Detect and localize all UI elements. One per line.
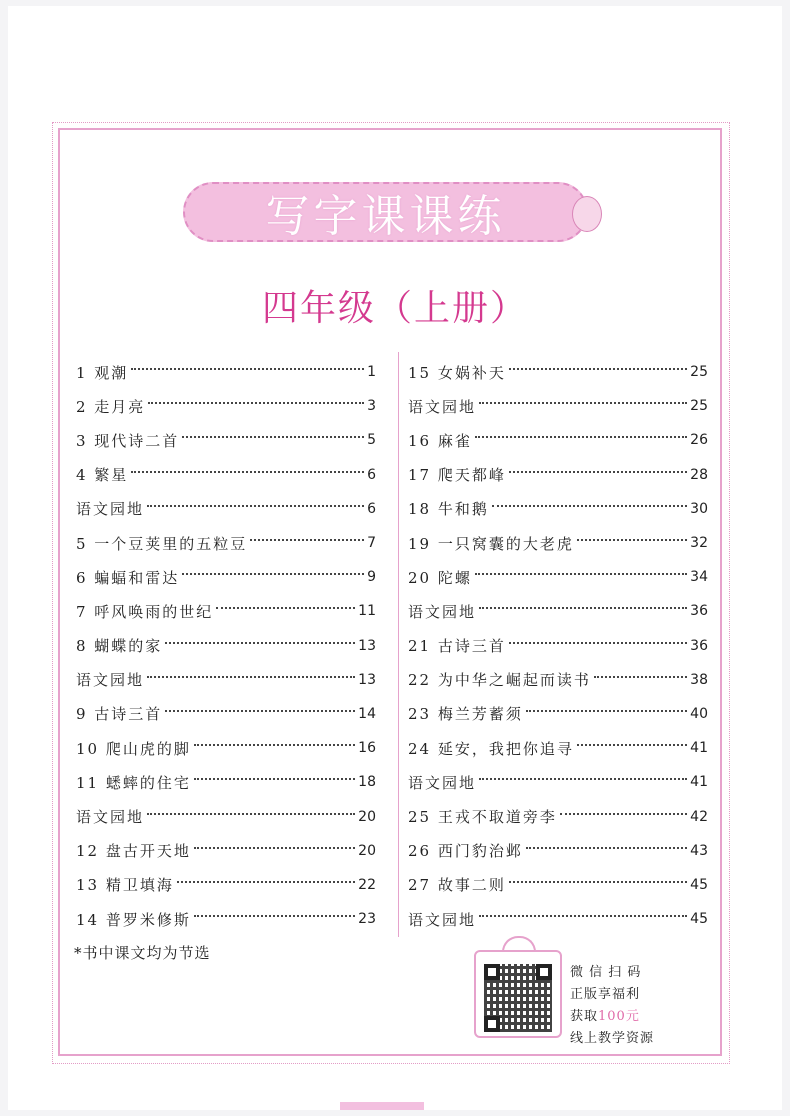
dot-leader [165, 710, 355, 712]
toc-entry-page: 28 [690, 466, 708, 483]
toc-entry-title: 语文园地 [76, 500, 145, 519]
dot-leader [131, 368, 364, 370]
toc-entry-title: 16 麻雀 [408, 431, 472, 450]
toc-entry-page: 43 [690, 842, 708, 859]
grade-title: 四年级（上册） [261, 288, 528, 329]
toc-entry-page: 42 [690, 808, 708, 825]
dot-leader [147, 813, 355, 815]
toc-entry-title: 语文园地 [408, 910, 477, 929]
toc-entry-title: 10 爬山虎的脚 [76, 739, 191, 758]
dot-leader [509, 368, 687, 370]
toc-entry [76, 629, 376, 663]
toc-entry-title: 15 女娲补天 [408, 363, 506, 382]
promo-line-3-prefix: 获取 [570, 1009, 599, 1024]
dot-leader [492, 505, 687, 507]
banner-title: 写字课课练 [265, 191, 506, 242]
toc-entry-title: 2 走月亮 [76, 397, 146, 416]
dot-leader [479, 778, 687, 780]
bottom-tab [340, 1102, 424, 1110]
toc-entry-title: 20 陀螺 [408, 568, 472, 587]
dot-leader [479, 607, 687, 609]
toc-entry [76, 594, 376, 628]
toc-entry-page: 18 [358, 774, 376, 791]
dot-leader [165, 642, 355, 644]
toc-entry-title: 8 蝴蝶的家 [76, 637, 163, 656]
toc-entry-title: 21 古诗三首 [408, 637, 506, 656]
dot-leader [148, 402, 364, 404]
toc-entry-page: 41 [690, 774, 708, 791]
toc-entry-title: 17 爬天都峰 [408, 466, 506, 485]
toc-entry [76, 663, 376, 697]
qr-finder-top-right [536, 964, 552, 980]
toc-entry-page: 7 [367, 535, 376, 552]
dot-leader [182, 573, 364, 575]
toc-entry-page: 36 [690, 637, 708, 654]
toc-entry-title: 13 精卫填海 [76, 876, 174, 895]
toc-entry-title: 9 古诗三首 [76, 705, 163, 724]
toc-entry [76, 834, 376, 868]
dot-leader [526, 847, 687, 849]
toc-entry [76, 731, 376, 765]
toc-entry [76, 458, 376, 492]
toc-entry-title: 11 蟋蟀的住宅 [76, 773, 191, 792]
toc-entry-title: 14 普罗米修斯 [76, 910, 191, 929]
toc-entry [408, 663, 708, 697]
toc-entry-page: 34 [690, 569, 708, 586]
toc-entry [408, 902, 708, 936]
toc-entry-title: 语文园地 [76, 671, 145, 690]
dot-leader [475, 436, 687, 438]
dot-leader [194, 744, 355, 746]
cartoon-face-icon [572, 196, 602, 232]
toc-entry-page: 13 [358, 671, 376, 688]
toc-entry-page: 14 [358, 705, 376, 722]
toc-entry-title: 1 观潮 [76, 363, 129, 382]
toc-entry-page: 38 [690, 671, 708, 688]
dot-leader [560, 813, 687, 815]
toc-left-column [76, 355, 376, 936]
toc-entry-title: 语文园地 [408, 773, 477, 792]
toc-entry [76, 492, 376, 526]
toc-entry [76, 902, 376, 936]
toc-entry [408, 697, 708, 731]
toc-entry-page: 1 [367, 364, 376, 381]
toc-entry-page: 25 [690, 364, 708, 381]
toc-entry-title: 语文园地 [408, 602, 477, 621]
title-banner [183, 182, 588, 242]
dot-leader [479, 402, 687, 404]
footnote: *书中课文均为节选 [74, 944, 211, 962]
toc-entry-title: 语文园地 [76, 808, 145, 827]
toc-entry-page: 45 [690, 911, 708, 928]
toc-entry-title: 22 为中华之崛起而读书 [408, 671, 591, 690]
toc-entry-page: 20 [358, 808, 376, 825]
dot-leader [475, 573, 687, 575]
dot-leader [577, 539, 687, 541]
toc-entry-page: 26 [690, 432, 708, 449]
toc-entry [76, 697, 376, 731]
toc-entry [408, 629, 708, 663]
dot-leader [594, 676, 687, 678]
toc-entry [76, 765, 376, 799]
toc-entry-title: 25 王戎不取道旁李 [408, 808, 557, 827]
toc-entry [76, 355, 376, 389]
dot-leader [194, 847, 355, 849]
toc-entry [408, 560, 708, 594]
toc-entry-page: 20 [358, 842, 376, 859]
toc-entry-title: 19 一只窝囊的大老虎 [408, 534, 574, 553]
promo-text [570, 962, 654, 1050]
toc-right-column [408, 355, 708, 936]
toc-entry-title: 5 一个豆荚里的五粒豆 [76, 534, 248, 553]
dot-leader [147, 676, 355, 678]
toc-entry [76, 389, 376, 423]
toc-entry [408, 731, 708, 765]
toc-entry-page: 6 [367, 500, 376, 517]
toc-entry-page: 23 [358, 911, 376, 928]
toc-entry-page: 25 [690, 398, 708, 415]
toc-entry-page: 3 [367, 398, 376, 415]
toc-entry-title: 4 繁星 [76, 466, 129, 485]
promo-line-4: 线上教学资源 [570, 1031, 655, 1046]
toc-entry-page: 45 [690, 876, 708, 893]
dot-leader [147, 505, 364, 507]
toc-entry-page: 5 [367, 432, 376, 449]
toc-entry [408, 799, 708, 833]
toc-entry-title: 23 梅兰芳蓄须 [408, 705, 523, 724]
toc-entry [76, 868, 376, 902]
toc-entry [408, 868, 708, 902]
promo-line-2: 正版享福利 [570, 987, 641, 1002]
dot-leader [577, 744, 687, 746]
toc-entry [408, 389, 708, 423]
toc-entry-page: 9 [367, 569, 376, 586]
qr-finder-bottom-left [484, 1016, 500, 1032]
toc-entry [408, 355, 708, 389]
dot-leader [250, 539, 364, 541]
dot-leader [509, 471, 687, 473]
dot-leader [509, 881, 687, 883]
toc-entry-title: 27 故事二则 [408, 876, 506, 895]
dot-leader [216, 607, 355, 609]
toc-entry-title: 26 西门豹治邺 [408, 842, 523, 861]
toc-entry-page: 36 [690, 603, 708, 620]
toc-entry [408, 765, 708, 799]
promo-line-3 [570, 1006, 654, 1028]
dot-leader [526, 710, 687, 712]
dot-leader [182, 436, 364, 438]
column-divider [398, 352, 399, 937]
toc-entry [408, 594, 708, 628]
toc-entry-page: 40 [690, 705, 708, 722]
toc-entry [408, 834, 708, 868]
toc-entry-page: 13 [358, 637, 376, 654]
toc-entry [76, 423, 376, 457]
toc-entry-page: 32 [690, 535, 708, 552]
toc-entry-title: 语文园地 [408, 397, 477, 416]
toc-entry [76, 526, 376, 560]
toc-entry-page: 30 [690, 500, 708, 517]
toc-entry [408, 458, 708, 492]
toc-entry-title: 12 盘古开天地 [76, 842, 191, 861]
dot-leader [509, 642, 687, 644]
toc-entry-page: 16 [358, 740, 376, 757]
toc-entry-title: 7 呼风唤雨的世纪 [76, 602, 214, 621]
toc-entry [408, 423, 708, 457]
toc-entry-page: 41 [690, 740, 708, 757]
dot-leader [194, 915, 355, 917]
toc-entry-title: 24 延安，我把你追寻 [408, 739, 574, 758]
promo-highlight: 100元 [598, 1009, 640, 1024]
toc-entry-page: 22 [358, 876, 376, 893]
toc-entry [76, 799, 376, 833]
qr-code-box[interactable] [474, 950, 562, 1038]
toc-entry-title: 6 蝙蝠和雷达 [76, 568, 180, 587]
toc-entry [76, 560, 376, 594]
promo-line-1: 微 信 扫 码 [570, 965, 642, 980]
dot-leader [194, 778, 355, 780]
toc-entry-title: 18 牛和鹅 [408, 500, 489, 519]
qr-finder-top-left [484, 964, 500, 980]
toc-entry [408, 526, 708, 560]
toc-entry [408, 492, 708, 526]
toc-entry-title: 3 现代诗二首 [76, 431, 180, 450]
toc-entry-page: 11 [358, 603, 376, 620]
dot-leader [177, 881, 355, 883]
dot-leader [131, 471, 364, 473]
dot-leader [479, 915, 687, 917]
toc-entry-page: 6 [367, 466, 376, 483]
